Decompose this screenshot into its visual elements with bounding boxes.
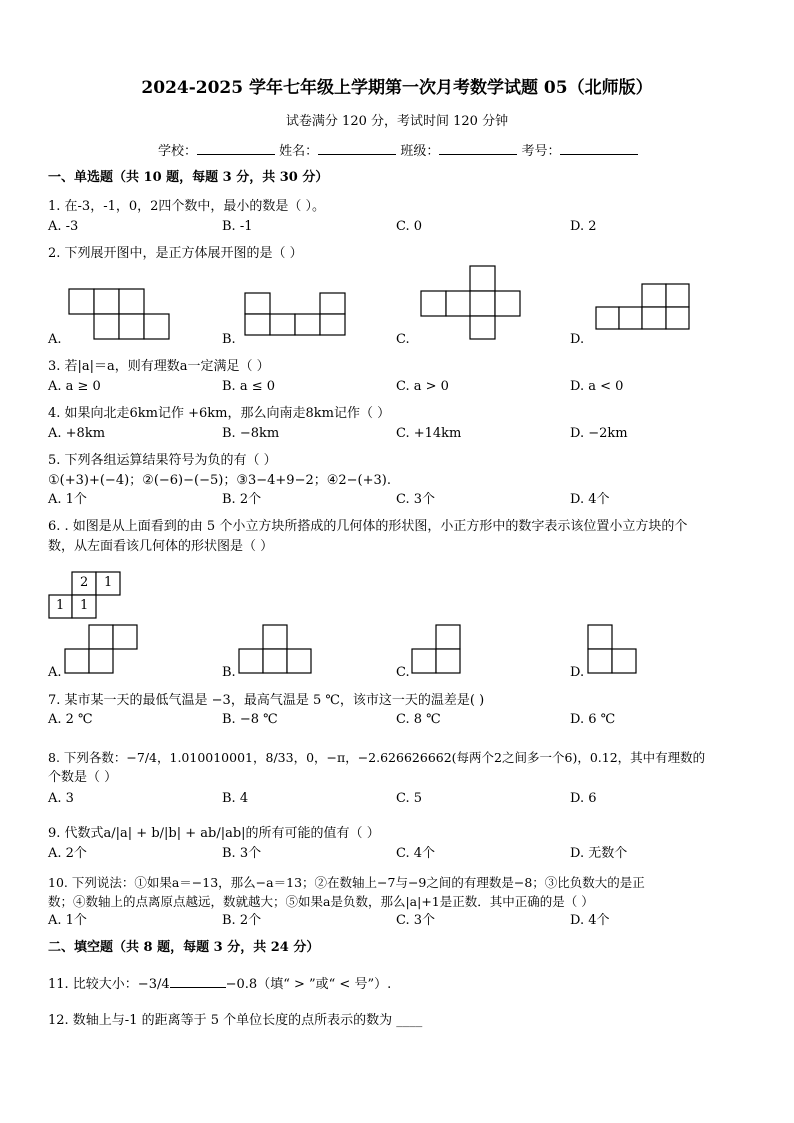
- question-stem: 12. 数轴上与-1 的距离等于 5 个单位长度的点所表示的数为 ____: [48, 1013, 423, 1028]
- question-stem: 6. . 如图是从上面看到的由 5 个小立方块所搭成的几何体的形状图，小正方形中的数字表示该位置小立方块的个: [48, 519, 688, 534]
- option-c[interactable]: C. +14km: [396, 426, 462, 441]
- option-c[interactable]: C. 8 ℃: [396, 712, 441, 727]
- option-d[interactable]: D. 无数个: [570, 846, 628, 861]
- option-b[interactable]: B.: [222, 332, 236, 347]
- question-stem-cont: 个数是（ ）: [48, 770, 118, 785]
- option-b[interactable]: B. 4: [222, 791, 249, 806]
- grid-number: 1: [104, 575, 113, 590]
- side-view-b: [238, 624, 314, 676]
- page-subtitle: 试卷满分 120 分，考试时间 120 分钟: [285, 114, 509, 129]
- option-d[interactable]: D. a < 0: [570, 379, 624, 394]
- q11-prefix: 11. 比较大小：−3/4: [48, 977, 170, 992]
- option-a[interactable]: A. -3: [48, 219, 79, 234]
- section-heading: 二、填空题（共 8 题，每题 3 分，共 24 分）: [48, 940, 320, 955]
- cube-net-d: [595, 283, 691, 331]
- question-stem: 9. 代数式a/|a| + b/|b| + ab/|ab|的所有可能的值有（ ）: [48, 826, 380, 841]
- question-stem: 4. 如果向北走6km记作 +6km，那么向南走8km记作（ ）: [48, 406, 391, 421]
- option-c[interactable]: C. 5: [396, 791, 423, 806]
- cube-net-a: [68, 288, 172, 342]
- option-a[interactable]: A.: [48, 665, 62, 680]
- option-a[interactable]: A. 2 ℃: [48, 712, 93, 727]
- section-heading: 一、单选题（共 10 题，每题 3 分，共 30 分）: [48, 170, 329, 185]
- grid-number: 1: [56, 598, 65, 613]
- option-c[interactable]: C. 0: [396, 219, 423, 234]
- question-stem: 5. 下列各组运算结果符号为负的有（ ）: [48, 453, 277, 468]
- question-stem: 7. 某市某一天的最低气温是 −3，最高气温是 5 ℃，该市这一天的温差是( ): [48, 693, 485, 708]
- question-stem: 8. 下列各数：−7/4，1.010010001，8/33，0，−π，−2.626626662(每两个2之间多一个6)，0.12，其中有理数的: [48, 750, 706, 765]
- side-view-c: [411, 624, 465, 676]
- option-b[interactable]: B. 3个: [222, 846, 262, 861]
- question-stem-cont: 数；④数轴上的点离原点越远，数就越大；⑤如果a是负数，那么|a|+1是正数．其中正确的是（ ）: [48, 894, 594, 909]
- option-d[interactable]: D. −2km: [570, 426, 628, 441]
- name-field[interactable]: [318, 142, 396, 155]
- name-label: 姓名：: [279, 144, 319, 159]
- school-field[interactable]: [197, 142, 275, 155]
- option-b[interactable]: B. 2个: [222, 492, 262, 507]
- option-b[interactable]: B.: [222, 665, 236, 680]
- option-a[interactable]: A. 1个: [48, 492, 87, 507]
- option-c[interactable]: C. 3个: [396, 913, 436, 928]
- option-d[interactable]: D. 6 ℃: [570, 712, 616, 727]
- question-stem: 1. 在-3，-1，0，2四个数中，最小的数是（ ）。: [48, 199, 326, 214]
- option-b[interactable]: B. 2个: [222, 913, 262, 928]
- option-a[interactable]: A.: [48, 332, 62, 347]
- class-label: 班级：: [400, 144, 440, 159]
- option-b[interactable]: B. −8 ℃: [222, 712, 278, 727]
- option-d[interactable]: D. 4个: [570, 913, 610, 928]
- school-label: 学校：: [158, 144, 198, 159]
- question-stem: 2. 下列展开图中，是正方体展开图的是（ ）: [48, 246, 303, 261]
- option-b[interactable]: B. a ≤ 0: [222, 379, 275, 394]
- option-b[interactable]: B. -1: [222, 219, 253, 234]
- grid-number: 1: [80, 598, 89, 613]
- option-d[interactable]: D.: [570, 332, 585, 347]
- option-c[interactable]: C. 3个: [396, 492, 436, 507]
- option-d[interactable]: D. 4个: [570, 492, 610, 507]
- question-stem: 10. 下列说法：①如果a＝−13，那么−a＝13；②在数轴上−7与−9之间的有理数是−8；③比负数大的是正: [48, 875, 645, 890]
- question-stem-cont: 数，从左面看该几何体的形状图是（ ）: [48, 539, 274, 554]
- class-field[interactable]: [439, 142, 517, 155]
- option-a[interactable]: A. a ≥ 0: [48, 379, 101, 394]
- exam-no-field[interactable]: [560, 142, 638, 155]
- exam-no-label: 考号：: [521, 144, 561, 159]
- side-view-d: [587, 624, 639, 676]
- option-d[interactable]: D.: [570, 665, 585, 680]
- side-view-a: [64, 624, 140, 676]
- question-stem: [48, 975, 391, 993]
- option-b[interactable]: B. −8km: [222, 426, 280, 441]
- option-a[interactable]: A. 3: [48, 791, 74, 806]
- option-d[interactable]: D. 6: [570, 791, 597, 806]
- option-c[interactable]: C.: [396, 665, 410, 680]
- cube-net-b: [244, 292, 350, 338]
- top-view-grid: [48, 571, 122, 619]
- page-title: 2024-2025 学年七年级上学期第一次月考数学试题 05（北师版）: [141, 78, 653, 98]
- option-c[interactable]: C.: [396, 332, 410, 347]
- option-c[interactable]: C. a > 0: [396, 379, 449, 394]
- option-a[interactable]: A. +8km: [48, 426, 106, 441]
- answer-blank[interactable]: [170, 975, 226, 988]
- grid-number: 2: [80, 575, 89, 590]
- option-d[interactable]: D. 2: [570, 219, 597, 234]
- info-line: [158, 142, 638, 160]
- option-a[interactable]: A. 1个: [48, 913, 87, 928]
- cube-net-c: [420, 265, 522, 341]
- option-a[interactable]: A. 2个: [48, 846, 87, 861]
- question-expressions: ①(+3)+(−4)；②(−6)−(−5)；③3−4+9−2；④2−(+3).: [48, 473, 391, 488]
- question-stem: 3. 若|a|＝a，则有理数a一定满足（ ）: [48, 359, 270, 374]
- q11-suffix: −0.8（填“ > ”或“ < 号”）.: [225, 977, 392, 992]
- option-c[interactable]: C. 4个: [396, 846, 436, 861]
